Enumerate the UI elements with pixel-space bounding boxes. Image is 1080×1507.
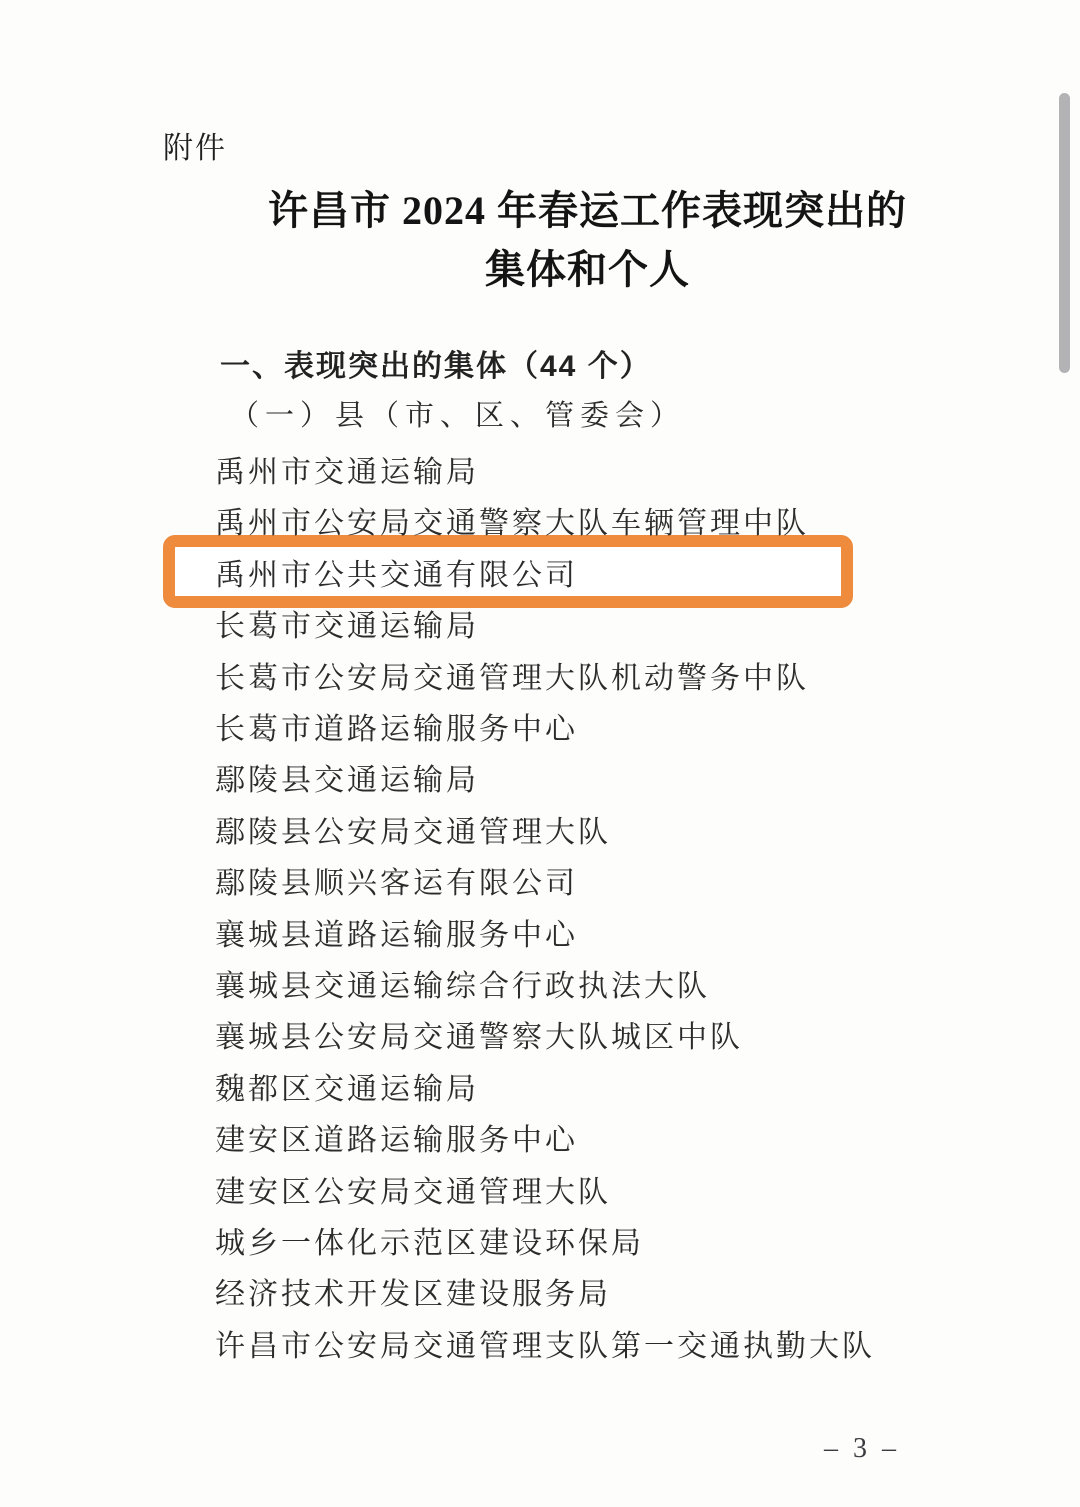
page-title-line1: 许昌市 2024 年春运工作表现突出的 <box>268 188 907 233</box>
subsection-heading: （一）县（市、区、管委会） <box>230 400 686 432</box>
list-item: 经济技术开发区建设服务局 <box>215 1278 611 1311</box>
page-title-line2: 集体和个人 <box>485 247 690 292</box>
list-item: 长葛市道路运输服务中心 <box>215 713 578 746</box>
list-item: 鄢陵县交通运输局 <box>215 764 479 797</box>
page-number: – 3 – <box>824 1433 900 1464</box>
list-item: 鄢陵县顺兴客运有限公司 <box>215 867 578 900</box>
page-title <box>165 181 1010 299</box>
list-item: 襄城县交通运输综合行政执法大队 <box>215 970 710 1003</box>
scrollbar-thumb[interactable] <box>1059 93 1070 373</box>
list-item: 建安区道路运输服务中心 <box>215 1124 578 1157</box>
list-item: 禹州市公安局交通警察大队车辆管理中队 <box>215 507 809 540</box>
list-item: 长葛市交通运输局 <box>215 610 479 643</box>
list-item: 长葛市公安局交通管理大队机动警务中队 <box>215 662 809 695</box>
list-item: 鄢陵县公安局交通管理大队 <box>215 816 611 849</box>
section-heading: 一、表现突出的集体（44 个） <box>220 350 652 383</box>
attachment-label: 附件 <box>163 132 227 165</box>
list-item: 城乡一体化示范区建设环保局 <box>215 1227 644 1260</box>
list-item: 襄城县公安局交通警察大队城区中队 <box>215 1021 743 1054</box>
list-item: 魏都区交通运输局 <box>215 1073 479 1106</box>
list-item-highlighted: 禹州市公共交通有限公司 <box>215 559 578 592</box>
list-item: 禹州市交通运输局 <box>215 456 479 489</box>
list-item: 襄城县道路运输服务中心 <box>215 919 578 952</box>
list-item: 建安区公安局交通管理大队 <box>215 1176 611 1209</box>
list-item: 许昌市公安局交通管理支队第一交通执勤大队 <box>215 1330 875 1363</box>
